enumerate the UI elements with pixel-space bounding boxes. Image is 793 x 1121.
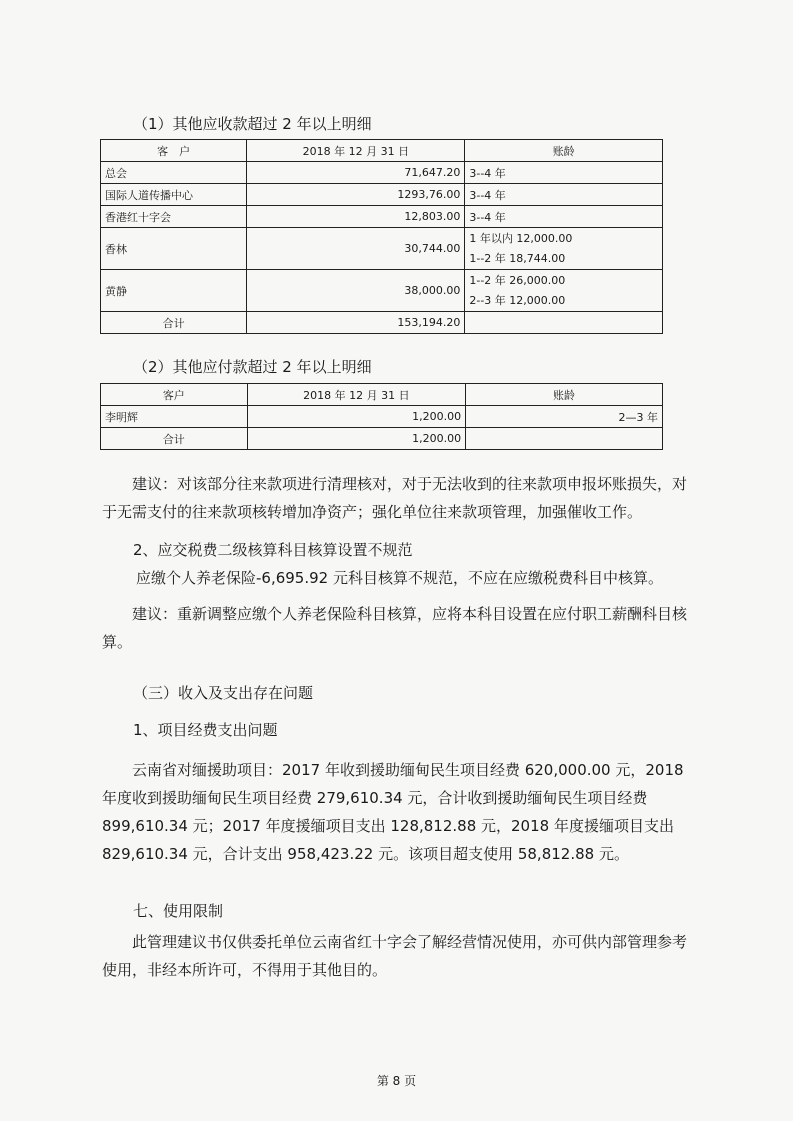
payables-table [100, 383, 663, 450]
header-customer: 客户 [101, 384, 248, 406]
row-customer: 国际人道传播中心 [101, 184, 247, 206]
row-customer: 香林 [101, 228, 247, 270]
table-header-row [101, 384, 663, 406]
row-amount: 71,647.20 [247, 162, 465, 184]
item-2-title: 2、应交税费二级核算科目核算设置不规范 [133, 541, 413, 559]
item-3-1-title: 1、项目经费支出问题 [133, 721, 278, 739]
row-amount: 38,000.00 [247, 270, 465, 312]
row-age: 3--4 年 [465, 162, 663, 184]
row-amount: 12,803.00 [247, 206, 465, 228]
section-7-text: 此管理建议书仅供委托单位云南省红十字会了解经营情况使用，亦可供内部管理参考使用，非经本所许可，不得用于其他目的。 [102, 933, 688, 979]
row-customer: 香港红十字会 [101, 206, 247, 228]
row-age: 3--4 年 [465, 184, 663, 206]
total-label: 合计 [101, 312, 247, 334]
row-age [465, 228, 663, 270]
header-age: 账龄 [465, 140, 663, 162]
receivables-table [100, 139, 663, 334]
item-3-1-text: 云南省对缅援助项目：2017 年收到援助缅甸民生项目经费 620,000.00 元，2018 年度收到援助缅甸民生项目经费 279,610.34 元，合计收到援助缅甸民生项目经费 899,610.34 元；2017 年度援缅项目支出 128,812.88 元，2018 年度援缅项目支出 829,610.34 元，合计支出 958,423.22 元。该项目超支使用 58,812.88 元。 [102, 761, 684, 863]
table-row [101, 270, 663, 312]
section-3-title: （三）收入及支出存在问题 [133, 684, 314, 702]
total-amount: 153,194.20 [247, 312, 465, 334]
table-header-row [101, 140, 663, 162]
row-age [465, 270, 663, 312]
table-row [101, 206, 663, 228]
receivables-title: （1）其他应收款超过 2 年以上明细 [133, 115, 372, 133]
row-customer: 黄静 [101, 270, 247, 312]
row-amount: 30,744.00 [247, 228, 465, 270]
page-number: 第 8 页 [376, 1074, 417, 1088]
header-age: 账龄 [466, 384, 663, 406]
header-date: 2018 年 12 月 31 日 [247, 384, 465, 406]
header-date: 2018 年 12 月 31 日 [247, 140, 465, 162]
suggestion-1: 建议：对该部分往来款项进行清理核对，对于无法收到的往来款项申报坏账损失，对于无需支付的往来款项核转增加净资产；强化单位往来款项管理，加强催收工作。 [102, 475, 688, 521]
total-amount: 1,200.00 [247, 428, 465, 450]
row-customer: 李明辉 [101, 406, 248, 428]
table-row [101, 184, 663, 206]
row-age: 3--4 年 [465, 206, 663, 228]
age-line: 1--2 年 26,000.00 [469, 273, 566, 287]
total-age [466, 428, 663, 450]
table-row [101, 162, 663, 184]
age-line: 2--3 年 12,000.00 [469, 293, 566, 307]
payables-title: （2）其他应付款超过 2 年以上明细 [133, 358, 372, 376]
item-2-text: 应缴个人养老保险-6,695.92 元科目核算不规范，不应在应缴税费科目中核算。 [136, 569, 663, 587]
header-customer: 客 户 [101, 140, 247, 162]
age-line: 1 年以内 12,000.00 [469, 231, 573, 245]
total-age [465, 312, 663, 334]
section-7-title: 七、使用限制 [133, 902, 224, 920]
row-customer: 总会 [101, 162, 247, 184]
suggestion-2: 建议：重新调整应缴个人养老保险科目核算，应将本科目设置在应付职工薪酬科目核算。 [102, 605, 688, 651]
table-row [101, 228, 663, 270]
age-line: 1--2 年 18,744.00 [469, 251, 566, 265]
table-total-row [101, 428, 663, 450]
table-row [101, 406, 663, 428]
table-total-row [101, 312, 663, 334]
total-label: 合计 [101, 428, 248, 450]
row-age: 2—3 年 [466, 406, 663, 428]
row-amount: 1,200.00 [247, 406, 465, 428]
row-amount: 1293,76.00 [247, 184, 465, 206]
